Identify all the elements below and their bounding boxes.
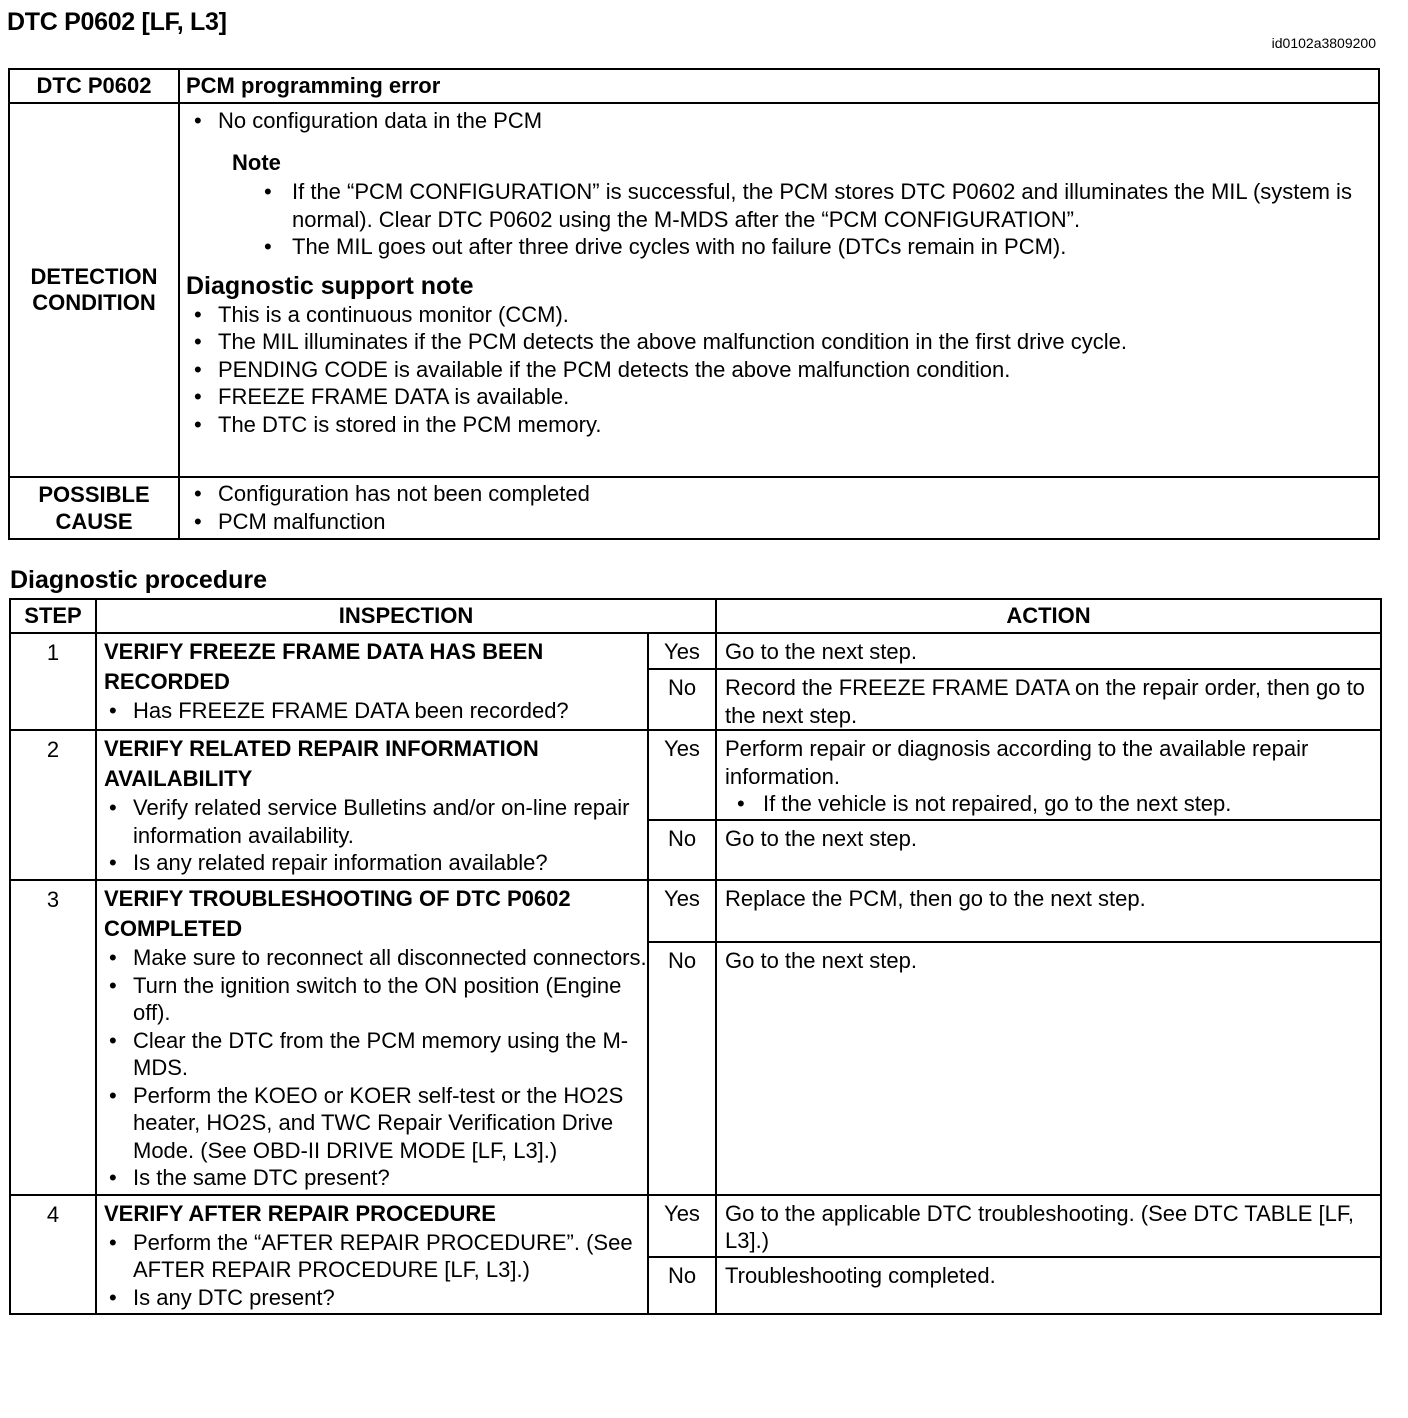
inspection-title [97, 881, 647, 944]
no-label: No [648, 1257, 716, 1315]
possible-cause-item: • PCM malfunction [180, 508, 1378, 536]
yes-label: Yes [648, 1195, 716, 1257]
yes-action: Go to the applicable DTC troubleshooting. (See DTC TABLE [LF, L3].) [716, 1195, 1381, 1257]
dtc-header-row [9, 69, 1379, 103]
inspection-title-line1: VERIFY AFTER REPAIR PROCEDURE [104, 1200, 496, 1226]
procedure-header-row [10, 599, 1381, 633]
step-2-yes-row [10, 730, 1381, 820]
inspection-item: • Is the same DTC present? [97, 1164, 647, 1192]
yes-action-text: Perform repair or diagnosis according to the available repair information. [725, 736, 1309, 789]
support-item: • The DTC is stored in the PCM memory. [180, 411, 1378, 439]
inspection-title-line1: VERIFY FREEZE FRAME DATA HAS BEEN [104, 639, 544, 664]
inspection-list [97, 697, 647, 725]
support-item: • The MIL illuminates if the PCM detects the above malfunction condition in the first drive cycle. [180, 328, 1378, 356]
possible-cause-row [9, 477, 1379, 539]
dtc-info-table [8, 68, 1380, 540]
detection-condition-label [9, 103, 179, 477]
detection-row [9, 103, 1379, 477]
inspection-item: • Verify related service Bulletins and/or on-line repair information availability. [97, 794, 647, 849]
possible-cause-list [180, 480, 1378, 535]
inspection-title [97, 731, 647, 794]
yes-action: Go to the next step. [716, 633, 1381, 669]
step-inspection [96, 880, 648, 1195]
no-action: Record the FREEZE FRAME DATA on the repair order, then go to the next step. [716, 669, 1381, 730]
inspection-item: • Clear the DTC from the PCM memory using the M-MDS. [97, 1027, 647, 1082]
no-action: Go to the next step. [716, 942, 1381, 1195]
inspection-list [97, 794, 647, 877]
document-id: id0102a3809200 [1271, 35, 1376, 51]
detection-item: • No configuration data in the PCM [180, 107, 1378, 135]
no-label: No [648, 942, 716, 1195]
step-1-yes-row [10, 633, 1381, 669]
note-list [180, 178, 1378, 261]
inspection-item: • Make sure to reconnect all disconnected connectors. [97, 944, 647, 972]
support-note-title: Diagnostic support note [186, 271, 474, 300]
dtc-description: PCM programming error [179, 69, 1379, 103]
inspection-list [97, 1229, 647, 1314]
col-action-header: ACTION [716, 599, 1381, 633]
detection-list [180, 107, 1378, 135]
inspection-title [97, 1196, 647, 1229]
inspection-title-line2: RECORDED [104, 669, 230, 694]
yes-label: Yes [648, 633, 716, 669]
support-item: • PENDING CODE is available if the PCM detects the above malfunction condition. [180, 356, 1378, 384]
step-number: 4 [10, 1195, 96, 1315]
no-action: Go to the next step. [716, 820, 1381, 880]
possible-cause-label [9, 477, 179, 539]
step-inspection [96, 633, 648, 730]
no-label: No [648, 669, 716, 730]
support-item: • This is a continuous monitor (CCM). [180, 301, 1378, 329]
yes-action-item: • If the vehicle is not repaired, go to the next step. [725, 790, 1380, 818]
step-3-yes-row [10, 880, 1381, 942]
diagnostic-procedure-table [9, 598, 1382, 1315]
note-item: • If the “PCM CONFIGURATION” is successful, the PCM stores DTC P0602 and illuminates the MIL (system is normal). Clear DTC P0602 using the M-MDS after the “PCM CONFIGURATION”. [180, 178, 1378, 233]
yes-action [716, 730, 1381, 820]
inspection-title-line1: VERIFY RELATED REPAIR INFORMATION [104, 736, 539, 761]
col-inspection-header: INSPECTION [96, 599, 716, 633]
inspection-title-line2: AVAILABILITY [104, 766, 253, 791]
inspection-item: • Perform the “AFTER REPAIR PROCEDURE”. (See AFTER REPAIR PROCEDURE [LF, L3].) [97, 1229, 647, 1284]
inspection-item: • Is any related repair information available? [97, 849, 647, 877]
inspection-title-line2: COMPLETED [104, 916, 243, 941]
possible-label-line2: CAUSE [55, 509, 133, 534]
inspection-item: • Is any DTC present? [97, 1284, 647, 1312]
step-inspection [96, 730, 648, 880]
note-item: • The MIL goes out after three drive cycles with no failure (DTCs remain in PCM). [180, 233, 1378, 261]
step-inspection [96, 1195, 648, 1315]
detection-condition-content [179, 103, 1379, 477]
no-label: No [648, 820, 716, 880]
col-step-header: STEP [10, 599, 96, 633]
step-number: 2 [10, 730, 96, 880]
no-action: Troubleshooting completed. [716, 1257, 1381, 1315]
support-list [180, 301, 1378, 443]
yes-action-list [725, 790, 1380, 818]
inspection-list [97, 944, 647, 1194]
dtc-code: DTC P0602 [9, 69, 179, 103]
yes-label: Yes [648, 730, 716, 820]
possible-cause-item: • Configuration has not been completed [180, 480, 1378, 508]
inspection-item: • Turn the ignition switch to the ON position (Engine off). [97, 972, 647, 1027]
yes-action: Replace the PCM, then go to the next step. [716, 880, 1381, 942]
step-number: 3 [10, 880, 96, 1195]
note-title: Note [232, 149, 281, 175]
page-title: DTC P0602 [LF, L3] [7, 8, 227, 36]
inspection-title-line1: VERIFY TROUBLESHOOTING OF DTC P0602 [104, 886, 571, 911]
step-number: 1 [10, 633, 96, 730]
yes-label: Yes [648, 880, 716, 942]
possible-label-line1: POSSIBLE [38, 482, 150, 507]
inspection-item: • Perform the KOEO or KOER self-test or the HO2S heater, HO2S, and TWC Repair Verification Drive Mode. (See OBD-II DRIVE MODE [LF, L3].) [97, 1082, 647, 1165]
detection-label-line1: DETECTION [30, 264, 158, 289]
step-4-yes-row [10, 1195, 1381, 1257]
support-item: • FREEZE FRAME DATA is available. [180, 383, 1378, 411]
possible-cause-content [179, 477, 1379, 539]
inspection-title [97, 634, 647, 697]
inspection-item: • Has FREEZE FRAME DATA been recorded? [97, 697, 647, 725]
procedure-title: Diagnostic procedure [10, 566, 267, 594]
detection-label-line2: CONDITION [32, 290, 156, 315]
